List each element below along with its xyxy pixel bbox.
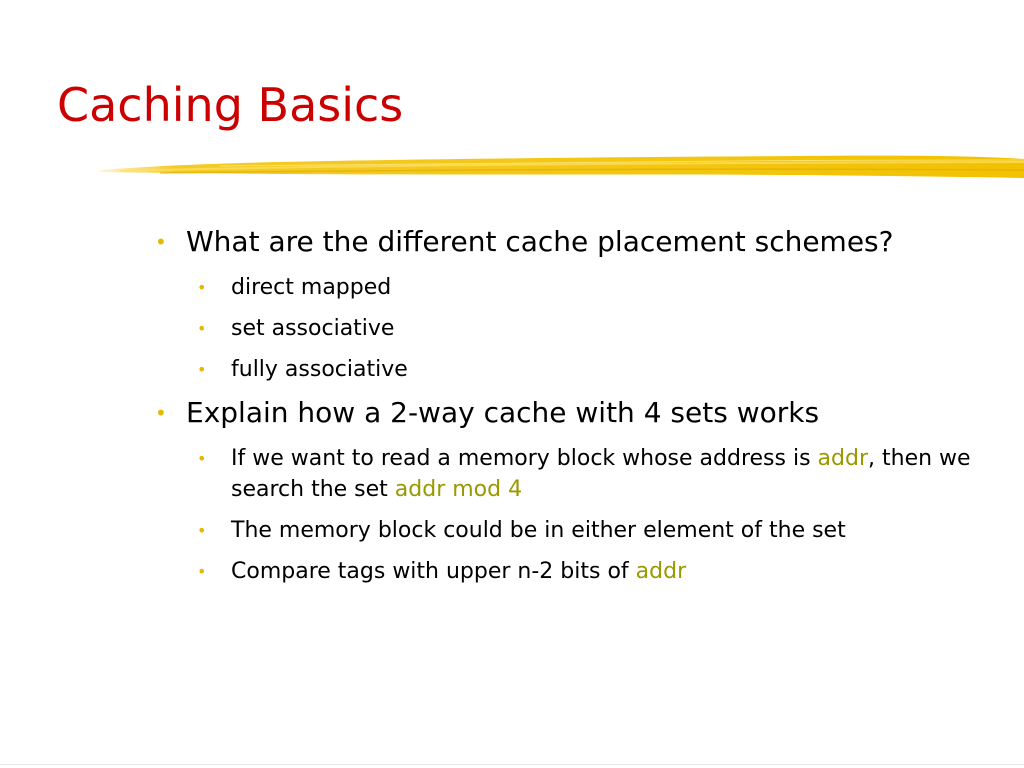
sub-bullet-text-part: If we want to read a memory block whose address is bbox=[231, 446, 818, 471]
sub-bullet-text-part: Compare tags with upper n-2 bits of bbox=[231, 559, 636, 584]
sub-bullet-read-block bbox=[197, 443, 1005, 505]
bullet-text: Explain how a 2-way cache with 4 sets works bbox=[186, 396, 820, 429]
bullet-marker: • bbox=[197, 319, 207, 338]
sub-bullet-set-associative bbox=[197, 313, 1005, 344]
bottom-divider bbox=[0, 764, 1024, 765]
sub-bullet-direct-mapped bbox=[197, 272, 1005, 303]
slide-title: Caching Basics bbox=[57, 78, 404, 132]
bullet-marker: • bbox=[197, 449, 207, 468]
bullet-marker: • bbox=[155, 230, 167, 254]
bullet-2way-cache bbox=[155, 393, 1005, 433]
sub-bullet-text: fully associative bbox=[231, 357, 408, 382]
highlight-addr: addr bbox=[635, 559, 687, 584]
bullet-marker: • bbox=[197, 521, 207, 540]
sub-bullet-text-part: , then we search the set bbox=[231, 446, 971, 502]
sub-bullet-text: The memory block could be in either element of the set bbox=[231, 518, 846, 543]
sub-bullet-text: set associative bbox=[231, 316, 395, 341]
sub-bullet-either-element bbox=[197, 515, 1005, 546]
highlight-addr: addr bbox=[817, 446, 869, 471]
sub-bullet-fully-associative bbox=[197, 354, 1005, 385]
sub-bullet-compare-tags bbox=[197, 556, 1005, 587]
highlight-addr-mod-4: addr mod 4 bbox=[394, 477, 523, 502]
bullet-marker: • bbox=[155, 401, 167, 425]
sub-bullet-text: direct mapped bbox=[231, 275, 392, 300]
bullet-marker: • bbox=[197, 278, 207, 297]
bullet-marker: • bbox=[197, 562, 207, 581]
bullet-text: What are the different cache placement schemes? bbox=[186, 225, 894, 258]
bullet-placement-schemes bbox=[155, 222, 1005, 262]
slide-content bbox=[155, 222, 1005, 587]
bullet-marker: • bbox=[197, 360, 207, 379]
title-underline-brush bbox=[100, 148, 1024, 188]
